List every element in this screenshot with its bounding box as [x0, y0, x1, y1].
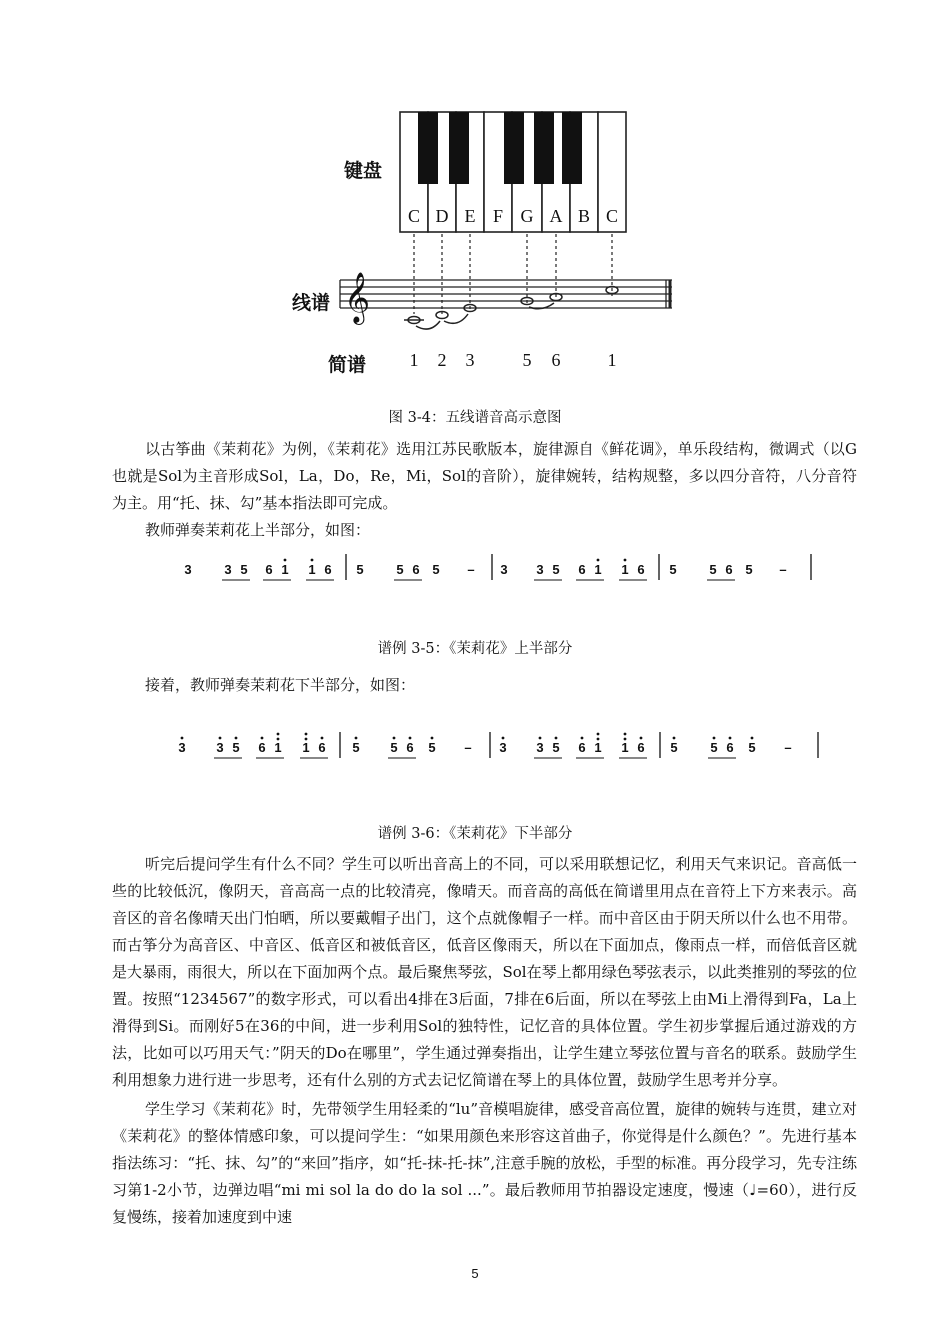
note: 5	[748, 740, 756, 755]
note: 5	[552, 740, 560, 755]
note: 1	[594, 740, 602, 755]
jianpu-number: 5	[522, 350, 532, 370]
jianpu-numbers	[410, 350, 617, 370]
note: –	[464, 740, 472, 755]
paragraph: 学生学习《茉莉花》时，先带领学生用轻柔的“lu”音模唱旋律，感受音高位置，旋律的婉转与连贯，建立对《茉莉花》的整体情感印象，可以提问学生：“如果用颜色来形容这首曲子，你觉得是什么颜色？”。先进行基本指法练习：“托、抹、勾”的“来回”指序，如“托-抹-托-抹”,注意手腕的放松，手型的标准。再分段学习，先专注练习第1-2小节，边弹边唱“mi mi sol la do do la sol ...”。最后教师用节拍器设定速度，慢速（♩=60），进行反复慢练，接着加速度到中速	[112, 1100, 857, 1226]
note: 3	[224, 562, 232, 577]
pitch-diagram-figure	[240, 100, 720, 390]
note: 5	[356, 562, 364, 577]
note: 5	[552, 562, 560, 577]
note: 1	[274, 740, 282, 755]
note: 5	[352, 740, 360, 755]
jianpu-number: 1	[607, 350, 617, 370]
example-caption: 谱例 3-5：《茉莉花》上半部分	[377, 641, 573, 657]
paragraph: 教师弹奏茉莉花上半部分，如图：	[145, 521, 371, 539]
note: 5	[670, 740, 678, 755]
score-upper	[170, 540, 820, 600]
black-key	[562, 112, 582, 184]
high-dots	[284, 559, 627, 562]
note: 5	[232, 740, 240, 755]
note: 1	[621, 562, 629, 577]
note: 6	[258, 740, 266, 755]
key-letter: B	[577, 206, 591, 226]
note: 6	[637, 562, 645, 577]
score-upper-svg	[170, 540, 820, 600]
score-lower	[170, 718, 820, 778]
page-number: 5	[471, 1266, 479, 1281]
note: 1	[281, 562, 289, 577]
note: 3	[536, 740, 544, 755]
note: 6	[412, 562, 420, 577]
key-letter: F	[492, 206, 504, 226]
note: 6	[265, 562, 273, 577]
note: 3	[216, 740, 224, 755]
keyboard-label: 键盘	[344, 160, 383, 182]
note: 6	[318, 740, 326, 755]
staff	[340, 280, 672, 308]
note: 5	[390, 740, 398, 755]
note: 1	[308, 562, 316, 577]
key-letter: C	[605, 206, 619, 226]
example-caption: 谱例 3-6：《茉莉花》下半部分	[377, 826, 573, 842]
note: 6	[406, 740, 414, 755]
note: 5	[432, 562, 440, 577]
black-key	[504, 112, 524, 184]
note: –	[784, 740, 792, 755]
jianpu-label: 简谱	[328, 354, 367, 376]
paragraph: 接着，教师弹奏茉莉花下半部分，如图：	[145, 676, 416, 694]
note: 1	[621, 740, 629, 755]
note: 6	[637, 740, 645, 755]
jianpu-number: 1	[409, 350, 419, 370]
jianpu-number: 2	[437, 350, 447, 370]
key-letter: C	[407, 206, 421, 226]
black-key	[534, 112, 554, 184]
note: 6	[725, 562, 733, 577]
note: 3	[184, 562, 192, 577]
note: –	[779, 562, 787, 577]
note: 1	[594, 562, 602, 577]
note: 6	[324, 562, 332, 577]
note: 5	[428, 740, 436, 755]
jianpu-number: 3	[465, 350, 475, 370]
note: 6	[578, 740, 586, 755]
staff-label: 线谱	[292, 292, 331, 314]
score-lower-svg	[170, 718, 820, 778]
black-key	[449, 112, 469, 184]
key-letter: G	[520, 206, 534, 226]
note: 5	[745, 562, 753, 577]
note: 5	[240, 562, 248, 577]
note: 5	[669, 562, 677, 577]
paragraph: 以古筝曲《茉莉花》为例，《茉莉花》选用江苏民歌版本，旋律源自《鲜花调》，单乐段结构，微调式（以G也就是Sol为主音形成Sol，La，Do，Re，Mi，Sol的音阶），旋律婉转，结构规整，多以四分音符，八分音符为主。用“托、抹、勾”基本指法即可完成。	[112, 440, 857, 512]
guide-lines	[414, 234, 612, 314]
key-letter: E	[464, 206, 476, 226]
note: 3	[499, 740, 507, 755]
note: –	[467, 562, 475, 577]
note: 5	[709, 562, 717, 577]
note: 3	[178, 740, 186, 755]
paragraph: 听完后提问学生有什么不同？学生可以听出音高上的不同，可以采用联想记忆，利用天气来识记。音高低一些的比较低沉，像阴天，音高高一点的比较清亮，像晴天。而音高的高低在简谱里用点在音符上下方来表示。高音区的音名像晴天出门怕晒，所以要戴帽子出门，这个点就像帽子一样。而中音区由于阴天所以什么也不用带。而古筝分为高音区、中音区、低音区和被低音区，低音区像雨天，所以在下面加点，像雨点一样，而倍低音区就是大暴雨，雨很大，所以在下面加两个点。最后聚焦琴弦，Sol在琴上都用绿色琴弦表示，以此类推别的琴弦的位置。按照“1234567”的数字形式，可以看出4排在3后面，7排在6后面，所以在琴弦上由Mi上滑得到Fa，La上滑得到Si。而刚好5在36的中间，进一步利用Sol的独特性，记忆音的具体位置。学生初步掌握后通过游戏的方法，比如可以巧用天气：”阴天的Do在哪里”，学生通过弹奏指出，让学生建立琴弦位置与音名的联系。鼓励学生利用想象力进行进一步思考，还有什么别的方式去记忆简谱在琴上的具体位置，鼓励学生思考并分享。	[112, 855, 857, 1089]
note: 6	[726, 740, 734, 755]
note: 1	[302, 740, 310, 755]
key-letter: D	[435, 206, 449, 226]
figure-caption: 图 3-4：五线谱音高示意图	[388, 410, 562, 426]
note: 3	[500, 562, 508, 577]
note: 5	[396, 562, 404, 577]
treble-clef-icon: 𝄞	[344, 273, 371, 322]
note: 5	[710, 740, 718, 755]
note: 3	[536, 562, 544, 577]
key-letter: A	[549, 206, 563, 226]
black-key	[418, 112, 438, 184]
jianpu-number: 6	[551, 350, 561, 370]
pitch-diagram-svg	[240, 100, 720, 390]
note: 6	[578, 562, 586, 577]
